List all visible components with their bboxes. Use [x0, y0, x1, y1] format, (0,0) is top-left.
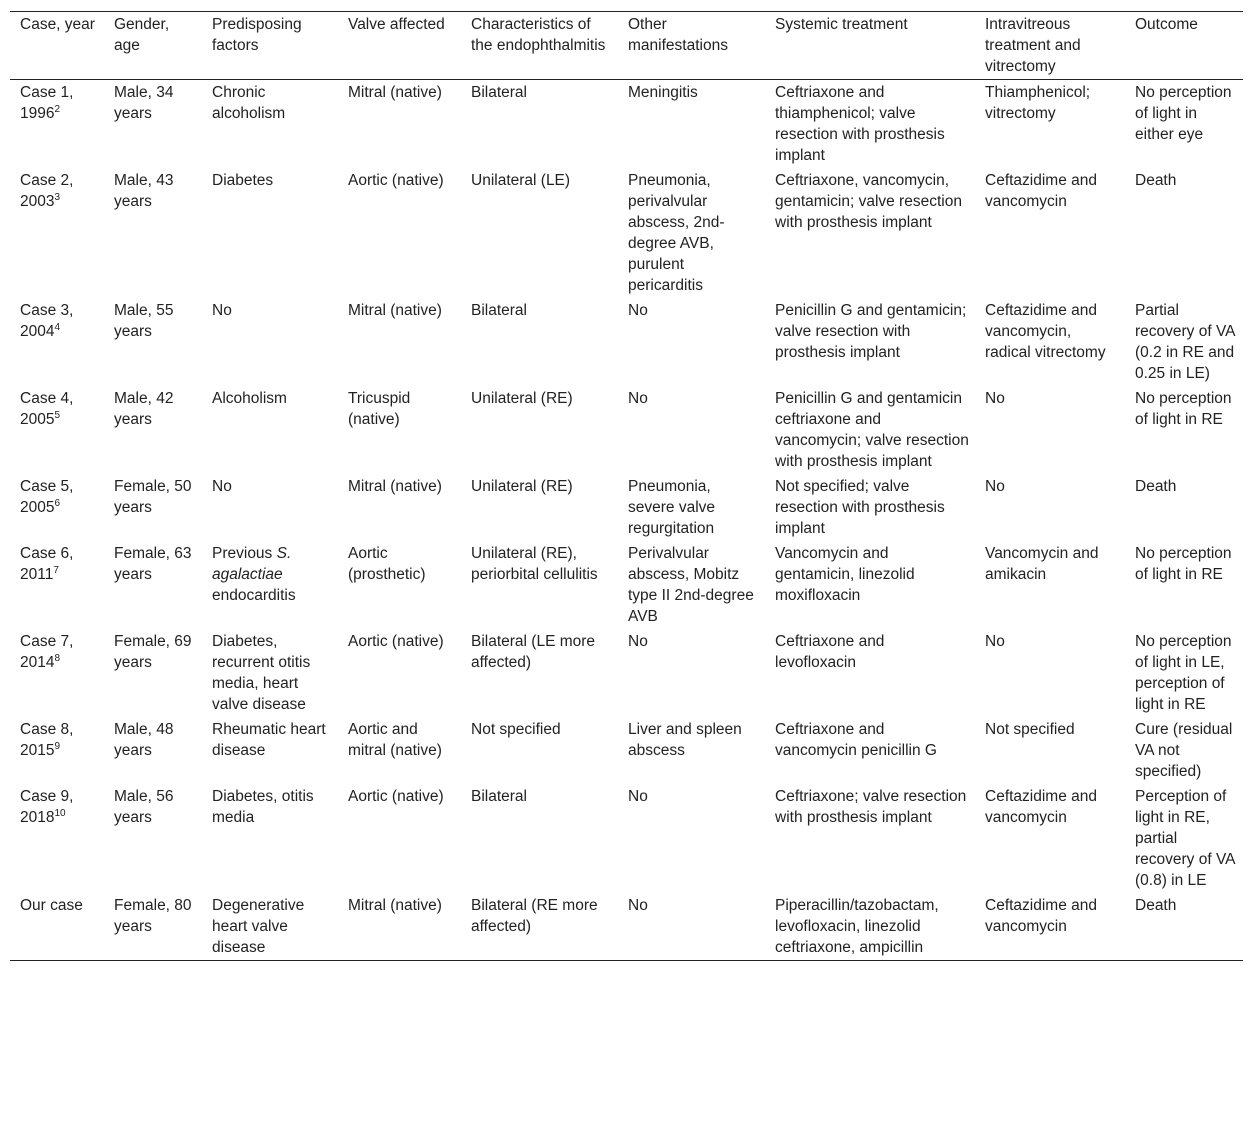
table-row	[10, 784, 1243, 893]
case-label: Case 3, 2004	[20, 302, 74, 340]
cell-endophthalmitis: Bilateral	[471, 788, 527, 805]
table-body	[10, 80, 1243, 961]
cell-outcome: Partial recovery of VA (0.2 in RE and 0.25 in LE)	[1135, 302, 1235, 382]
cell-valve-affected: Mitral (native)	[348, 302, 442, 319]
reference-superscript: 6	[54, 497, 61, 509]
cell-endophthalmitis: Bilateral	[471, 302, 527, 319]
cell-other-manifestations: No	[628, 897, 648, 914]
cell-predisposing-factors: Diabetes, otitis media	[212, 788, 314, 826]
cell-endophthalmitis: Not specified	[471, 721, 561, 738]
factors-text: endocarditis	[212, 587, 296, 604]
cell-gender-age: Female, 50 years	[114, 478, 192, 516]
cell-case-year	[10, 386, 104, 474]
case-label: Case 5, 2005	[20, 478, 74, 516]
cell-case-year	[10, 474, 104, 541]
case-label: Case 2, 2003	[20, 172, 74, 210]
cell-outcome: No perception of light in RE	[1135, 390, 1232, 428]
reference-superscript: 7	[53, 564, 59, 576]
cell-systemic-treatment: Ceftriaxone and vancomycin penicillin G	[775, 721, 937, 759]
cell-intravitreous-treatment: No	[985, 633, 1005, 650]
col-header-other-manifestations: Other manifestations	[628, 16, 728, 54]
cell-gender-age: Female, 80 years	[114, 897, 192, 935]
cell-case-year	[10, 541, 104, 629]
cell-valve-affected: Aortic and mitral (native)	[348, 721, 442, 759]
cell-predisposing-factors: No	[212, 302, 232, 319]
cell-other-manifestations: Pneumonia, severe valve regurgitation	[628, 478, 716, 537]
cell-outcome: Death	[1135, 478, 1177, 495]
col-header-valve-affected: Valve affected	[348, 16, 445, 33]
cell-endophthalmitis: Bilateral (RE more affected)	[471, 897, 598, 935]
cell-intravitreous-treatment: No	[985, 478, 1005, 495]
cell-systemic-treatment: Piperacillin/tazobactam, levofloxacin, linezolid ceftriaxone, ampicillin	[775, 897, 939, 956]
cell-systemic-treatment: Ceftriaxone and thiamphenicol; valve resection with prosthesis implant	[775, 84, 945, 164]
cell-endophthalmitis: Unilateral (LE)	[471, 172, 571, 189]
table-row	[10, 893, 1243, 961]
cell-intravitreous-treatment: Ceftazidime and vancomycin	[985, 897, 1098, 935]
reference-superscript: 2	[54, 103, 61, 115]
reference-superscript: 10	[54, 807, 66, 819]
table-row	[10, 717, 1243, 784]
reference-superscript: 8	[54, 652, 61, 664]
cell-valve-affected: Mitral (native)	[348, 478, 442, 495]
table-row	[10, 168, 1243, 298]
cell-systemic-treatment: Ceftriaxone and levofloxacin	[775, 633, 885, 671]
cell-valve-affected: Mitral (native)	[348, 84, 442, 101]
case-label: Case 7, 2014	[20, 633, 74, 671]
table-row	[10, 541, 1243, 629]
col-header-systemic-treatment: Systemic treatment	[775, 16, 908, 33]
reference-superscript: 4	[54, 321, 61, 333]
cell-case-year	[10, 629, 104, 717]
cell-case-year	[10, 80, 104, 169]
cell-other-manifestations: No	[628, 788, 648, 805]
cell-intravitreous-treatment: Ceftazidime and vancomycin	[985, 172, 1098, 210]
case-label: Case 1, 1996	[20, 84, 74, 122]
cell-outcome: No perception of light in LE, perception of light in RE	[1135, 633, 1232, 713]
table-header	[10, 12, 1243, 80]
cell-other-manifestations: No	[628, 302, 648, 319]
cell-endophthalmitis: Unilateral (RE), periorbital cellulitis	[471, 545, 598, 583]
cell-intravitreous-treatment: Ceftazidime and vancomycin	[985, 788, 1098, 826]
cell-valve-affected: Mitral (native)	[348, 897, 442, 914]
cell-intravitreous-treatment: Not specified	[985, 721, 1075, 738]
cell-systemic-treatment: Vancomycin and gentamicin, linezolid moxifloxacin	[775, 545, 915, 604]
cell-gender-age: Female, 69 years	[114, 633, 192, 671]
cell-case-year	[10, 893, 104, 961]
cell-endophthalmitis: Bilateral	[471, 84, 527, 101]
table-row	[10, 474, 1243, 541]
case-table-document	[10, 11, 1243, 961]
cell-endophthalmitis: Unilateral (RE)	[471, 390, 573, 407]
cell-intravitreous-treatment: No	[985, 390, 1005, 407]
case-label: Our case	[20, 897, 83, 914]
header-row	[10, 12, 1243, 80]
cell-valve-affected: Aortic (prosthetic)	[348, 545, 426, 583]
cell-case-year	[10, 298, 104, 386]
cell-other-manifestations: Pneumonia, perivalvular abscess, 2nd-degree AVB, purulent pericarditis	[628, 172, 725, 294]
cell-outcome: No perception of light in either eye	[1135, 84, 1232, 143]
cell-other-manifestations: Perivalvular abscess, Mobitz type II 2nd-degree AVB	[628, 545, 754, 625]
cell-predisposing-factors: Alcoholism	[212, 390, 287, 407]
table-row	[10, 629, 1243, 717]
case-label: Case 9, 2018	[20, 788, 74, 826]
cell-other-manifestations: Meningitis	[628, 84, 698, 101]
reference-superscript: 9	[54, 740, 61, 752]
cell-predisposing-factors: Rheumatic heart disease	[212, 721, 326, 759]
cell-gender-age: Male, 42 years	[114, 390, 174, 428]
cell-intravitreous-treatment: Ceftazidime and vancomycin, radical vitrectomy	[985, 302, 1106, 361]
cell-gender-age: Female, 63 years	[114, 545, 192, 583]
cell-gender-age: Male, 48 years	[114, 721, 174, 759]
cell-endophthalmitis: Bilateral (LE more affected)	[471, 633, 596, 671]
cell-systemic-treatment: Not specified; valve resection with prosthesis implant	[775, 478, 945, 537]
cell-outcome: No perception of light in RE	[1135, 545, 1232, 583]
cell-gender-age: Male, 34 years	[114, 84, 174, 122]
cell-systemic-treatment: Ceftriaxone, vancomycin, gentamicin; valve resection with prosthesis implant	[775, 172, 962, 231]
table-row	[10, 386, 1243, 474]
col-header-outcome: Outcome	[1135, 16, 1198, 33]
cell-other-manifestations: No	[628, 390, 648, 407]
col-header-intravitreous-treatment: Intravitreous treatment and vitrectomy	[985, 16, 1081, 75]
cell-valve-affected: Aortic (native)	[348, 788, 444, 805]
cell-predisposing-factors: No	[212, 478, 232, 495]
cell-case-year	[10, 717, 104, 784]
col-header-endophthalmitis: Characteristics of the endophthalmitis	[471, 16, 606, 54]
cell-other-manifestations: No	[628, 633, 648, 650]
cell-predisposing-factors: Diabetes	[212, 172, 274, 189]
cell-predisposing-factors	[202, 541, 338, 629]
cell-systemic-treatment: Penicillin G and gentamicin ceftriaxone and vancomycin; valve resection with prosthesis implant	[775, 390, 969, 470]
cell-gender-age: Male, 56 years	[114, 788, 174, 826]
cell-predisposing-factors: Diabetes, recurrent otitis media, heart valve disease	[212, 633, 311, 713]
cell-outcome: Cure (residual VA not specified)	[1135, 721, 1233, 780]
case-label: Case 6, 2011	[20, 545, 74, 583]
cell-endophthalmitis: Unilateral (RE)	[471, 478, 573, 495]
case-comparison-table	[10, 11, 1243, 961]
cell-gender-age: Male, 55 years	[114, 302, 174, 340]
cell-case-year	[10, 784, 104, 893]
table-row	[10, 80, 1243, 169]
cell-gender-age: Male, 43 years	[114, 172, 174, 210]
cell-predisposing-factors: Chronic alcoholism	[212, 84, 286, 122]
cell-predisposing-factors: Degenerative heart valve disease	[212, 897, 305, 956]
cell-outcome: Perception of light in RE, partial recovery of VA (0.8) in LE	[1135, 788, 1235, 889]
organism-name: S. agalactiae	[212, 545, 292, 583]
factors-text: Previous	[212, 545, 277, 562]
cell-valve-affected: Aortic (native)	[348, 633, 444, 650]
cell-other-manifestations: Liver and spleen abscess	[628, 721, 742, 759]
case-label: Case 8, 2015	[20, 721, 74, 759]
col-header-predisposing-factors: Predisposing factors	[212, 16, 302, 54]
cell-outcome: Death	[1135, 897, 1177, 914]
cell-case-year	[10, 168, 104, 298]
col-header-case-year: Case, year	[20, 16, 95, 33]
cell-intravitreous-treatment: Vancomycin and amikacin	[985, 545, 1099, 583]
table-row	[10, 298, 1243, 386]
cell-valve-affected: Tricuspid (native)	[348, 390, 411, 428]
col-header-gender-age: Gender, age	[114, 16, 170, 54]
reference-superscript: 5	[54, 409, 61, 421]
cell-systemic-treatment: Penicillin G and gentamicin; valve resection with prosthesis implant	[775, 302, 967, 361]
cell-valve-affected: Aortic (native)	[348, 172, 444, 189]
case-label: Case 4, 2005	[20, 390, 74, 428]
cell-intravitreous-treatment: Thiamphenicol; vitrectomy	[985, 84, 1091, 122]
cell-systemic-treatment: Ceftriaxone; valve resection with prosthesis implant	[775, 788, 967, 826]
cell-outcome: Death	[1135, 172, 1177, 189]
reference-superscript: 3	[54, 191, 61, 203]
